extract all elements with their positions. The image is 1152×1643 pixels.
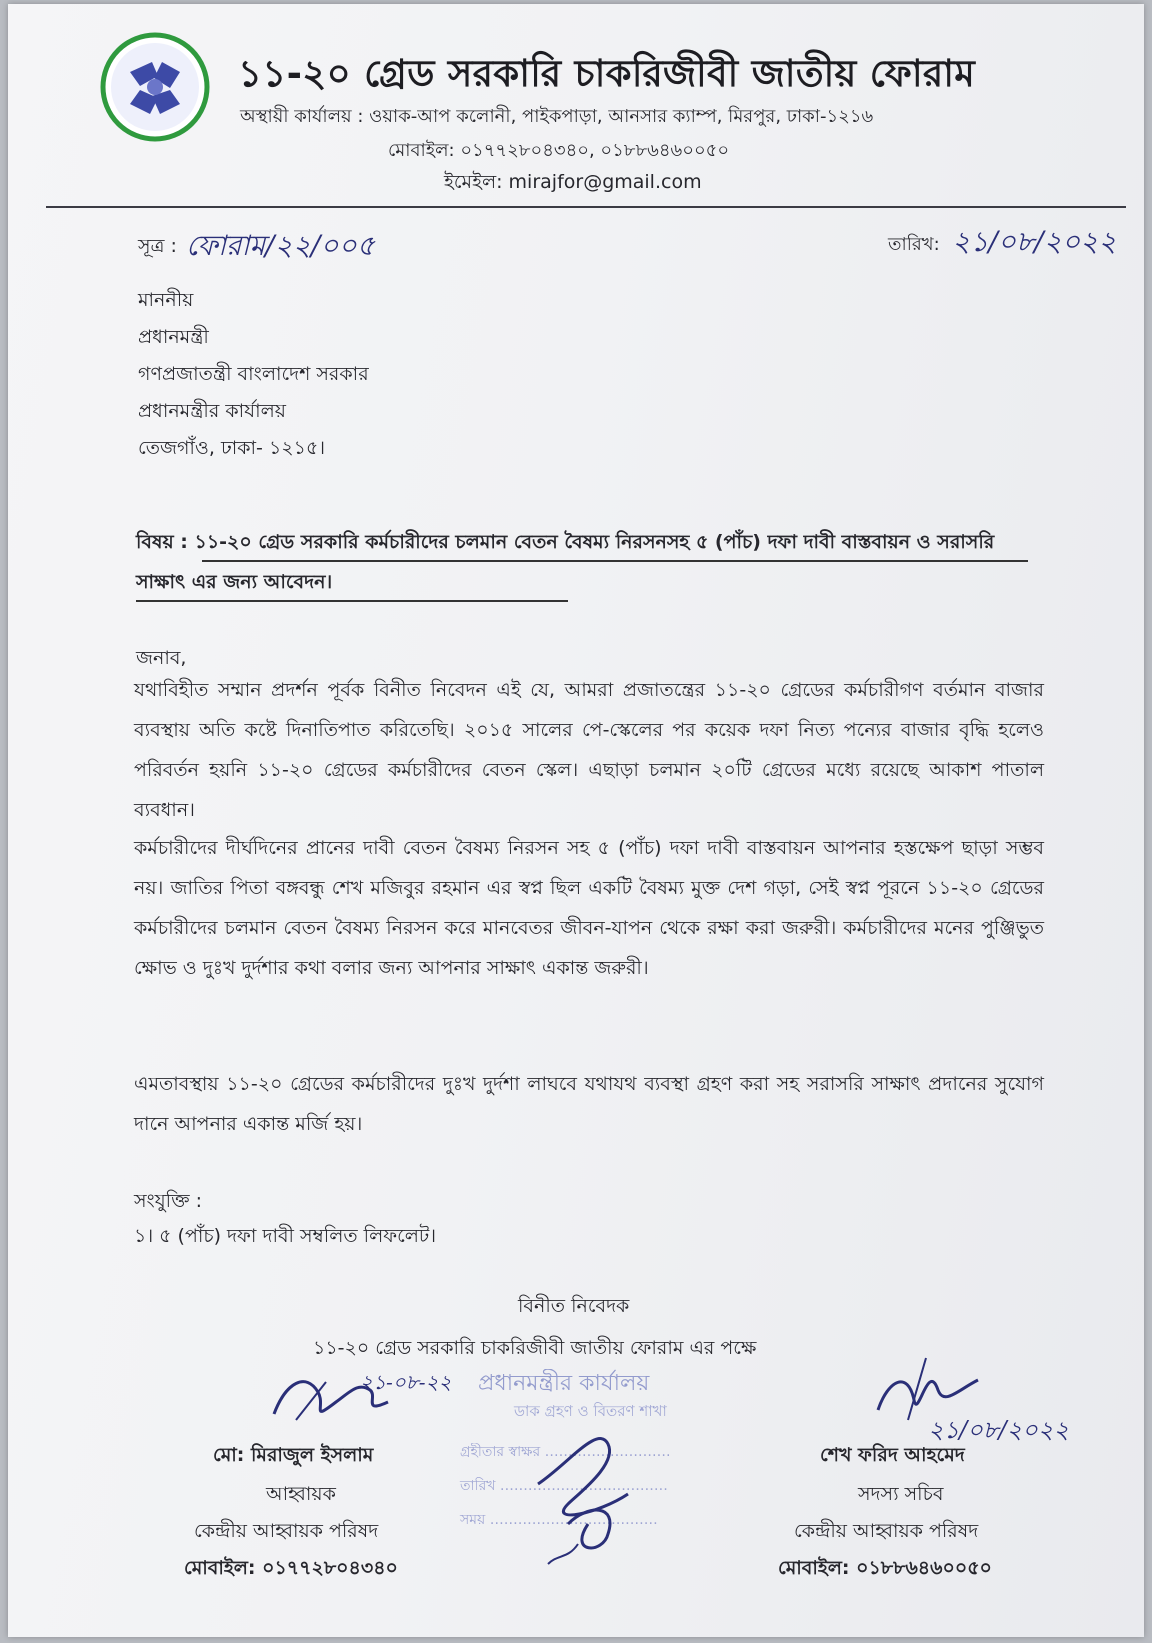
recipient-line: তেজগাঁও, ঢাকা- ১২১৫। [138, 437, 326, 459]
signatory-right-mobile: মোবাইল: ০১৮৮৬৪৬০০৫০ [778, 1557, 992, 1579]
signatory-left-name: মো: মিরাজুল ইসলাম [213, 1444, 374, 1466]
letterhead-divider [46, 206, 1126, 208]
signatory-left-mobile: মোবাইল: ০১৭৭২৮০৪৩৪০ [184, 1557, 398, 1579]
org-name: ১১-২০ গ্রেড সরকারি চাকরিজীবী জাতীয় ফোরাম [238, 52, 976, 95]
reference-number: ফোরাম/২২/০০৫ [186, 229, 375, 262]
salutation: জনাব, [136, 647, 187, 669]
signatory-right-name: শেখ ফরিদ আহমেদ [820, 1444, 965, 1466]
received-stamp-line: গ্রহীতার স্বাক্ষর ……………………… [460, 1444, 671, 1460]
closing-on-behalf: ১১-২০ গ্রেড সরকারি চাকরিজীবী জাতীয় ফোরাম এর পক্ষে [313, 1337, 757, 1359]
received-stamp-line: তারিখ ……………………………… [460, 1478, 668, 1494]
received-stamp-title: প্রধানমন্ত্রীর কার্যালয় [478, 1371, 650, 1396]
signature-left-date: ২১-০৮-২২ [360, 1370, 452, 1394]
signatory-right-role: সদস্য সচিব [858, 1483, 944, 1505]
closing-regards: বিনীত নিবেদক [518, 1295, 630, 1317]
subject-underline [136, 600, 568, 602]
recipient-line: প্রধানমন্ত্রীর কার্যালয় [138, 400, 286, 422]
date-label: তারিখ: [888, 234, 940, 255]
org-mobile: মোবাইল: ০১৭৭২৮০৪৩৪০, ০১৮৮৬৪৬০০৫০ [388, 140, 730, 161]
receiver-signature-icon [508, 1404, 678, 1574]
reference-label: সূত্র : [138, 235, 177, 257]
attachment-item: ১। ৫ (পাঁচ) দফা দাবী সম্বলিত লিফলেট। [134, 1225, 437, 1247]
signature-right-date: ২১/০৮/২০২২ [928, 1416, 1069, 1444]
attachment-label: সংযুক্তি : [134, 1190, 203, 1212]
body-paragraph: এমতাবস্থায় ১১-২০ গ্রেডের কর্মচারীদের দুঃখ দুর্দশা লাঘবে যথাযথ ব্যবস্থা গ্রহণ করা সহ সরাসরি সাক্ষাৎ প্রদানের সুযোগ দানে আপনার একান্ত মর্জি হয়। [134, 1073, 1044, 1135]
received-stamp-subtitle: ডাক গ্রহণ ও বিতরণ শাখা [514, 1402, 667, 1420]
recipient-line: গণপ্রজাতন্ত্রী বাংলাদেশ সরকার [138, 363, 369, 385]
recipient-line: মাননীয় [138, 289, 194, 311]
org-address: অস্থায়ী কার্যালয় : ওয়াক-আপ কলোনী, পাইকপাড়া, আনসার ক্যাম্প, মিরপুর, ঢাকা-১২১৬ [240, 106, 874, 127]
date-value: ২১/০৮/২০২২ [952, 225, 1117, 258]
subject-underline [202, 560, 1028, 562]
body-paragraph: যথাবিহীত সম্মান প্রদর্শন পূর্বক বিনীত নিবেদন এই যে, আমরা প্রজাতন্ত্রের ১১-২০ গ্রেডের কর্মচারীগণ বর্তমান বাজার ব্যবস্থায় অতি কষ্টে দিনাতিপাত করিতেছি। ২০১৫ সালের পে-স্কেলের পর কয়েক দফা নিত্য পন্যের বাজার বৃদ্ধি হলেও পরিবর্তন হয়নি ১১-২০ গ্রেডের কর্মচারীদের বেতন স্কেল। এছাড়া চলমান ২০টি গ্রেডের মধ্যে রয়েছে আকাশ পাতাল ব্যবধান। [134, 679, 1044, 821]
recipient-line: প্রধানমন্ত্রী [138, 326, 209, 348]
letter-sheet [8, 4, 1144, 1637]
signatory-left-role: আহ্বায়ক [266, 1483, 336, 1505]
signatory-right-council: কেন্দ্রীয় আহ্বায়ক পরিষদ [794, 1520, 979, 1542]
body-paragraph: কর্মচারীদের দীর্ঘদিনের প্রানের দাবী বেতন বৈষম্য নিরসন সহ ৫ (পাঁচ) দফা দাবী বাস্তবায়ন আপনার হস্তক্ষেপ ছাড়া সম্ভব নয়। জাতির পিতা বঙ্গবন্ধু শেখ মজিবুর রহমান এর স্বপ্ন ছিল একটি বৈষম্য মুক্ত দেশ গড়া, সেই স্বপ্ন পূরনে ১১-২০ গ্রেডের কর্মচারীদের চলমান বেতন বৈষম্য নিরসন করে মানবেতর জীবন-যাপন থেকে রক্ষা করা জরুরী। কর্মচারীদের মনের পুঞ্জিভুত ক্ষোভ ও দুঃখ দুর্দশার কথা বলার জন্য আপনার সাক্ষাৎ একান্ত জরুরী। [134, 837, 1044, 979]
org-email: ইমেইল: mirajfor@gmail.com [444, 171, 702, 193]
received-stamp-line: সময় ……………………………… [460, 1512, 658, 1528]
subject-line: বিষয় : ১১-২০ গ্রেড সরকারি কর্মচারীদের চলমান বেতন বৈষম্য নিরসনসহ ৫ (পাঁচ) দফা দাবী বাস্তবায়ন ও সরাসরি সাক্ষাৎ এর জন্য আবেদন। [136, 531, 995, 593]
signatory-left-council: কেন্দ্রীয় আহ্বায়ক পরিষদ [194, 1520, 379, 1542]
forum-logo-icon [100, 32, 210, 142]
